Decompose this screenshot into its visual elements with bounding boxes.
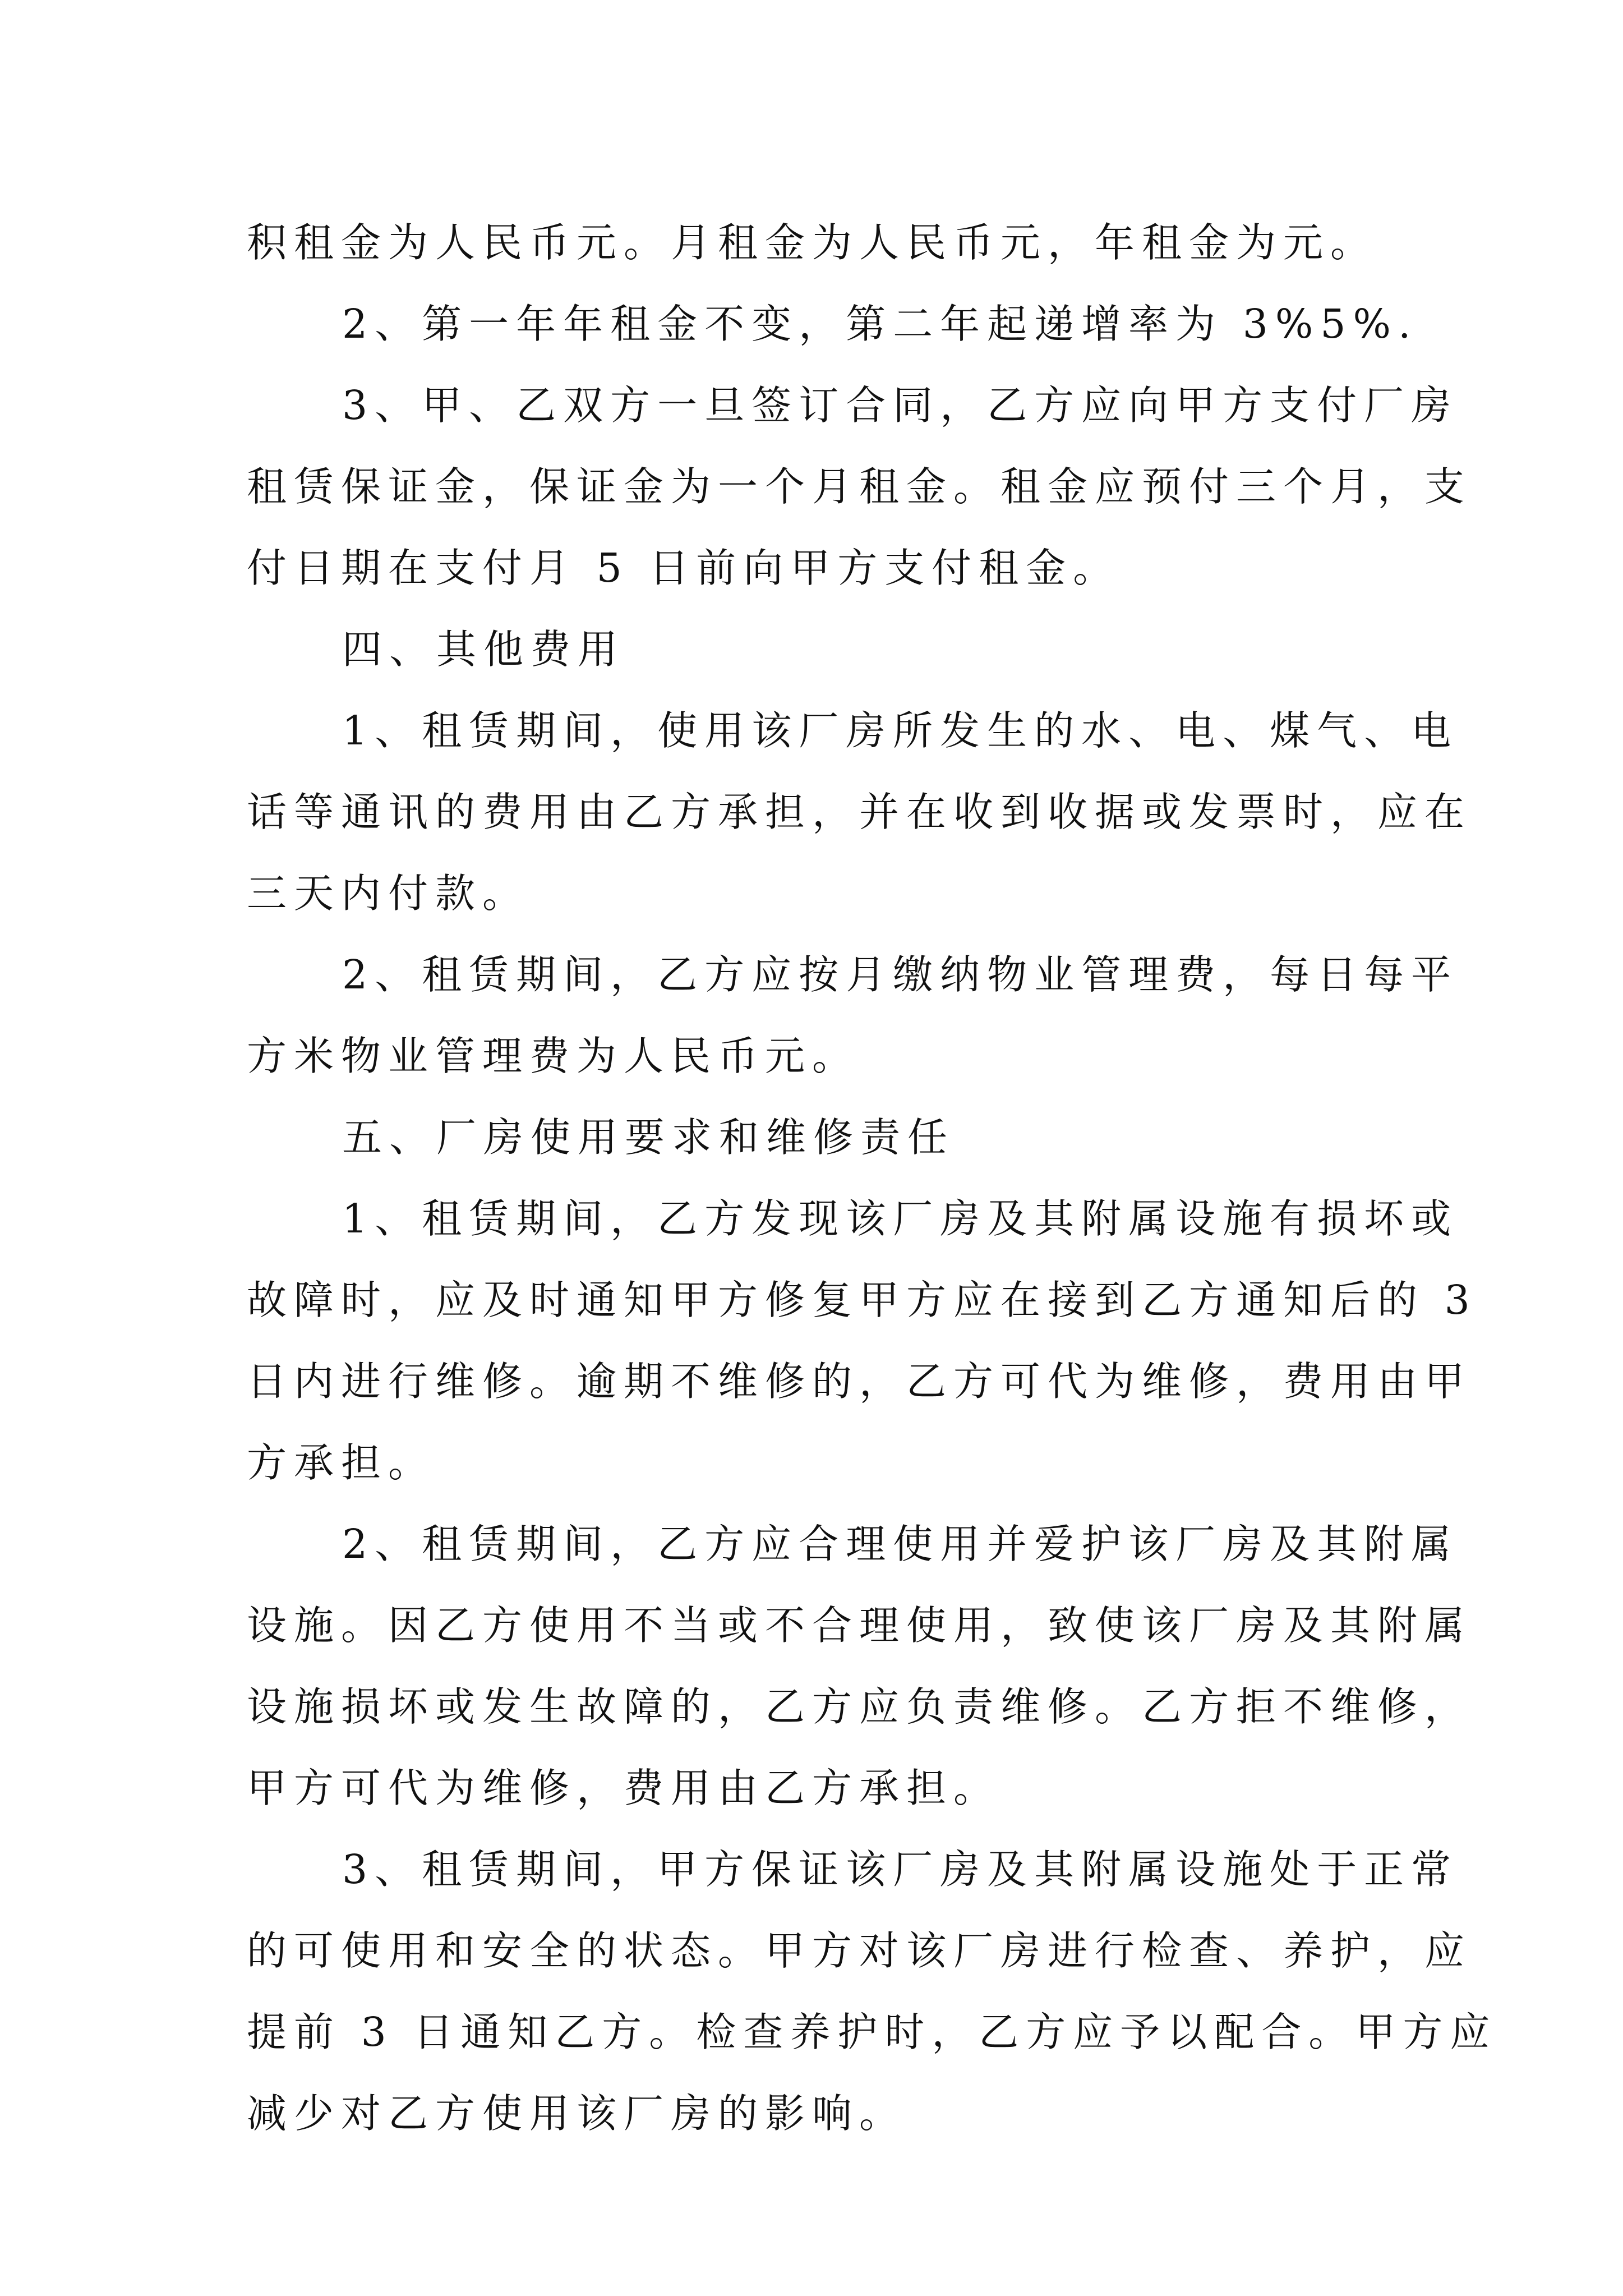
- text-line: 减少对乙方使用该厂房的影响。: [247, 2090, 907, 2137]
- text-line: 2、第一年年租金不变，第二年起递增率为 3%5%.: [342, 301, 1418, 347]
- text-line: 设施。因乙方使用不当或不合理使用，致使该厂房及其附属: [247, 1602, 1472, 1649]
- text-line: 设施损坏或发生故障的，乙方应负责维修。乙方拒不维修，: [247, 1683, 1472, 1730]
- text-line: 积租金为人民币元。月租金为人民币元，年租金为元。: [247, 219, 1378, 266]
- text-line: 付日期在支付月 5 日前向甲方支付租金。: [247, 545, 1121, 591]
- text-line: 3、租赁期间，甲方保证该厂房及其附属设施处于正常: [342, 1846, 1459, 1893]
- text-line: 2、租赁期间，乙方应合理使用并爱护该厂房及其附属: [342, 1521, 1459, 1567]
- text-line: 方承担。: [247, 1439, 436, 1486]
- text-line: 方米物业管理费为人民币元。: [247, 1033, 860, 1079]
- section-heading: 五、厂房使用要求和维修责任: [342, 1114, 955, 1161]
- text-line: 三天内付款。: [247, 870, 530, 917]
- section-heading: 四、其他费用: [342, 626, 625, 673]
- text-line: 2、租赁期间，乙方应按月缴纳物业管理费，每日每平: [342, 951, 1459, 998]
- text-line: 日内进行维修。逾期不维修的，乙方可代为维修，费用由甲: [247, 1358, 1472, 1405]
- document-body: [247, 202, 1497, 2154]
- text-line: 话等通讯的费用由乙方承担，并在收到收据或发票时，应在: [247, 789, 1472, 835]
- text-line: 的可使用和安全的状态。甲方对该厂房进行检查、养护，应: [247, 1927, 1472, 1974]
- text-line: 1、租赁期间，乙方发现该厂房及其附属设施有损坏或: [342, 1195, 1459, 1242]
- text-line: 提前 3 日通知乙方。检查养护时，乙方应予以配合。甲方应: [247, 2009, 1497, 2055]
- text-line: 租赁保证金，保证金为一个月租金。租金应预付三个月，支: [247, 463, 1472, 510]
- text-line: 故障时，应及时通知甲方修复甲方应在接到乙方通知后的 3: [247, 1277, 1477, 1323]
- text-line: 1、租赁期间，使用该厂房所发生的水、电、煤气、电: [342, 707, 1459, 754]
- text-line: 3、甲、乙双方一旦签订合同，乙方应向甲方支付厂房: [342, 382, 1459, 429]
- text-line: 甲方可代为维修，费用由乙方承担。: [247, 1765, 1001, 1811]
